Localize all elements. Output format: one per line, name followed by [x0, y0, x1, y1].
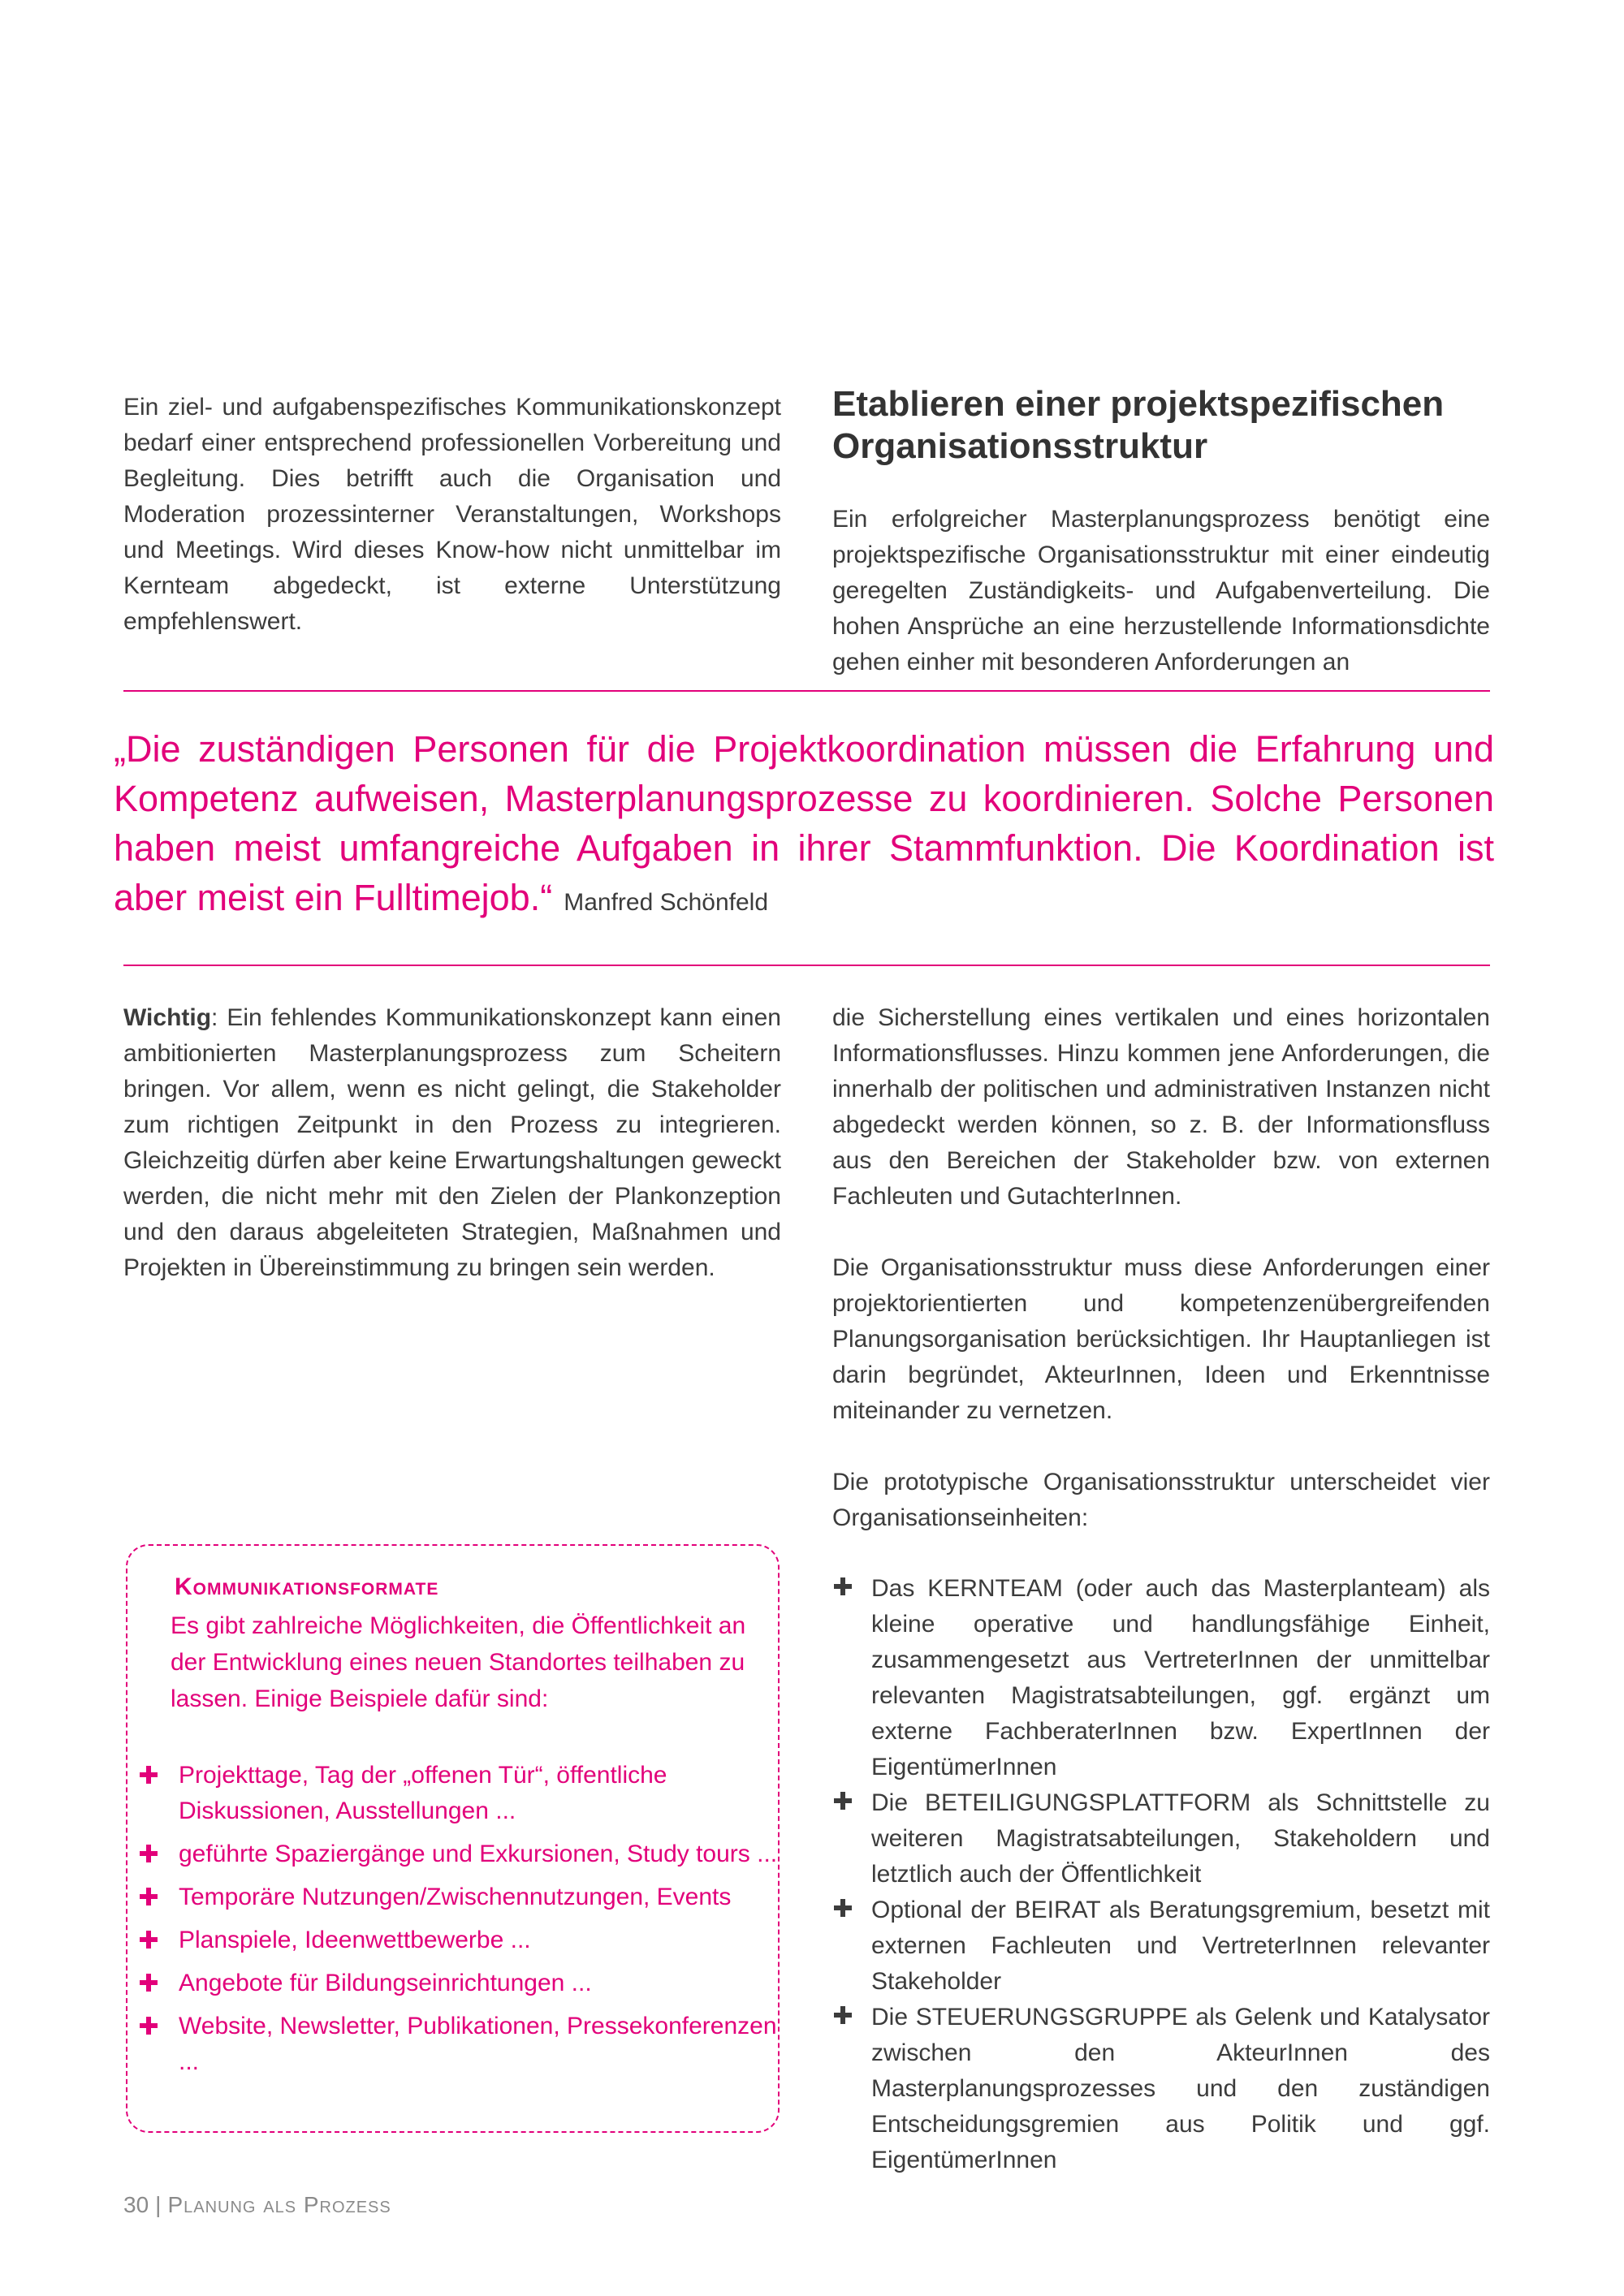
- intro-paragraph: Ein ziel- und aufgabenspezifisches Kommunikationskonzept bedarf einer entsprechend professionellen Vorbereitung und Begleitung. Dies betrifft auch die Organisation und Moderation prozessinterner Veranstaltungen, Workshops und Meetings. Wird dieses Know-how nicht unmittelbar im Kernteam abgedeckt, ist externe Unterstützung empfehlenswert.: [123, 394, 781, 635]
- plus-icon: [138, 1929, 159, 1950]
- list-item-text: Website, Newsletter, Publikationen, Pressekonferenzen ...: [179, 2013, 777, 2075]
- page-footer: [123, 2192, 391, 2218]
- list-item: [832, 1785, 1490, 1892]
- plus-icon: [138, 2015, 159, 2036]
- list-item: [138, 1966, 780, 2001]
- quote-bottom-rule: [123, 965, 1490, 966]
- plus-icon: [832, 1576, 853, 1597]
- right-paragraph-1: die Sicherstellung eines vertikalen und eines horizontalen Informationsflusses. Hinzu kommen jene Anforderungen, die innerhalb der politischen und administrativen Instanzen nicht abgedeckt werden können, so z. B. der Informationsfluss aus den Bereichen der Stakeholder bzw. von externen Fachleuten und GutachterInnen.: [832, 1004, 1490, 1210]
- wichtig-paragraph: [123, 1000, 781, 1286]
- plus-icon: [138, 1843, 159, 1864]
- page-number: 30: [123, 2192, 149, 2217]
- pull-quote: [114, 724, 1494, 927]
- list-item: [832, 1571, 1490, 1785]
- list-item: [138, 1758, 780, 1829]
- plus-icon: [138, 1764, 159, 1785]
- list-item: [138, 1880, 780, 1915]
- quote-top-rule: [123, 690, 1490, 692]
- plus-icon: [832, 1897, 853, 1918]
- footer-title: Planung als Prozess: [167, 2192, 391, 2217]
- list-item-text: Projekttage, Tag der „offenen Tür“, öffentliche Diskussionen, Ausstellungen ...: [179, 1762, 667, 1824]
- wichtig-label: Wichtig: [123, 1004, 212, 1031]
- right-paragraph-2: Die Organisationsstruktur muss diese Anforderungen einer projektorientierten und kompetenzenübergreifenden Planungsorganisation berücksichtigen. Ihr Hauptanliegen ist darin begründet, AkteurInnen, Ideen und Erkenntnisse miteinander zu vernetzen.: [832, 1254, 1490, 1424]
- list-item-text: Die STEUERUNGSGRUPPE als Gelenk und Katalysator zwischen den AkteurInnen des Masterplanungsprozesses und den zuständigen Entscheidungsgremien aus Politik und ggf. EigentümerInnen: [871, 2004, 1490, 2173]
- info-box-intro: Es gibt zahlreiche Möglichkeiten, die Öffentlichkeit an der Entwicklung eines neuen Standortes teilhaben zu lassen. Einige Beispiele dafür sind:: [171, 1612, 746, 1712]
- info-box-title: Kommunikationsformate: [175, 1573, 439, 1600]
- list-item: [832, 2000, 1490, 2178]
- list-item-text: Die BETEILIGUNGSPLATTFORM als Schnittstelle zu weiteren Magistratsabteilungen, Stakeholdern und letztlich auch der Öffentlichkeit: [871, 1789, 1490, 1888]
- list-item-text: Angebote für Bildungseinrichtungen ...: [179, 1970, 592, 1996]
- footer-separator: |: [155, 2192, 162, 2217]
- list-item: [138, 1923, 780, 1958]
- wichtig-text: : Ein fehlendes Kommunikationskonzept kann einen ambitionierten Masterplanungsprozess zum Scheitern bringen. Vor allem, wenn es nicht gelingt, die Stakeholder zum richtigen Zeitpunkt in den Prozess zu integrieren. Gleichzeitig dürfen aber keine Erwartungshaltungen geweckt werden, die nicht mehr mit den Zielen der Plankonzeption und den daraus abgeleiteten Strategien, Maßnahmen und Projekten in Übereinstimmung zu bringen sein werden.: [123, 1004, 781, 1281]
- right-paragraph-3: Die prototypische Organisationsstruktur unterscheidet vier Organisationseinheiten:: [832, 1469, 1490, 1531]
- plus-icon: [138, 1886, 159, 1907]
- list-item: [138, 2009, 780, 2080]
- list-item-text: Optional der BEIRAT als Beratungsgremium, besetzt mit externen Fachleuten und VertreterInnen relevanter Stakeholder: [871, 1897, 1490, 1995]
- organisation-units-list: [832, 1571, 1490, 2178]
- plus-icon: [832, 1790, 853, 1811]
- list-item-text: Temporäre Nutzungen/Zwischennutzungen, Events: [179, 1884, 732, 1910]
- list-item: [832, 1892, 1490, 2000]
- info-box-list: [138, 1758, 780, 2087]
- list-item-text: geführte Spaziergänge und Exkursionen, Study tours ...: [179, 1841, 778, 1867]
- quote-author: Manfred Schönfeld: [564, 889, 769, 916]
- plus-icon: [832, 2005, 853, 2026]
- list-item-text: Planspiele, Ideenwettbewerbe ...: [179, 1927, 531, 1953]
- plus-icon: [138, 1972, 159, 1993]
- section-intro-paragraph: Ein erfolgreicher Masterplanungsprozess benötigt eine projektspezifische Organisationsstruktur mit einer eindeutig geregelten Zuständigkeits- und Aufgabenverteilung. Die hohen Ansprüche an eine herzustellende Informationsdichte gehen einher mit besonderen Anforderungen an: [832, 506, 1490, 675]
- list-item-text: Das KERNTEAM (oder auch das Masterplanteam) als kleine operative und handlungsfähige Einheit, zusammengesetzt aus VertreterInnen der unmittelbar relevanten Magistratsabteilungen, ggf. ergänzt um externe FachberaterInnen bzw. ExpertInnen der EigentümerInnen: [871, 1575, 1490, 1780]
- list-item: [138, 1836, 780, 1872]
- section-heading: Etablieren einer projektspezifischen Organisationsstruktur: [832, 384, 1445, 466]
- quote-text: „Die zuständigen Personen für die Projektkoordination müssen die Erfahrung und Kompetenz aufweisen, Masterplanungsprozesse zu koordinieren. Solche Personen haben meist umfangreiche Aufgaben in ihrer Stammfunktion. Die Koordination ist aber meist ein Fulltimejob.“: [114, 728, 1494, 918]
